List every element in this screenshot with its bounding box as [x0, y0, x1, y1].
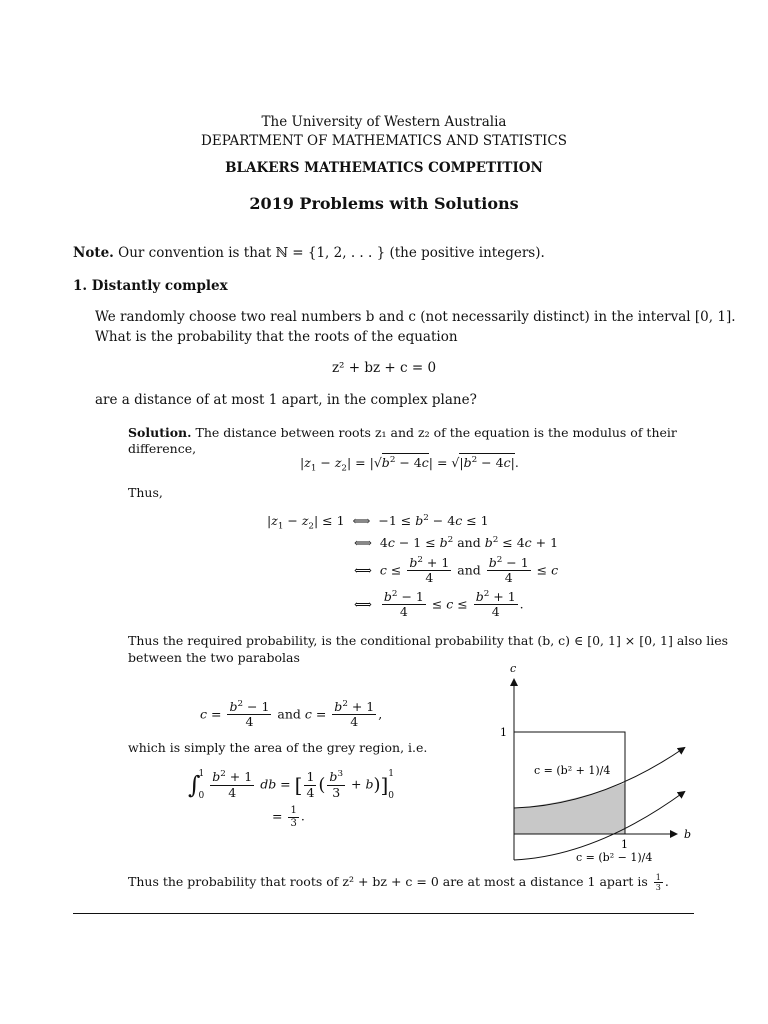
tick-b-label: 1: [621, 838, 628, 851]
conclusion-line: Thus the probability that roots of z² + bz + c = 0 are at most a distance 1 apart is $\frac{1}{3}$ .: [128, 873, 669, 893]
page-title: 2019 Problems with Solutions: [249, 194, 519, 213]
parabolas-equation: c = $\frac{b^2 - 1}{4}$ and c = $\frac{b^2 + 1}{4}$ ,: [200, 698, 383, 730]
department-name: DEPARTMENT OF MATHEMATICS AND STATISTICS: [201, 133, 567, 149]
lower-curve-label: c = (b² − 1)/4: [576, 851, 653, 864]
inequality-line1: $|z_1 - z_2| \le 1$ ⟺ $-1 \le b^2 - 4c \le 1$: [267, 512, 489, 532]
problem-equation: z² + bz + c = 0: [331, 360, 437, 376]
conditional-line2: between the two parabolas: [128, 650, 300, 665]
upper-curve-label: c = (b² + 1)/4: [534, 764, 611, 777]
note: [73, 245, 545, 261]
solution-text: The distance between roots z₁ and z₂ of the equation is the modulus of their: [195, 425, 677, 440]
problem-statement-line3: are a distance of at most 1 apart, in the complex plane?: [95, 392, 477, 408]
inequality-line4: ⟺ $\frac{b^2 - 1}{4}$ ≤ c ≤ $\frac{b^2 + 1}{4}$ .: [354, 588, 524, 620]
integral-equation: ∫1 0 $\frac{b^2 + 1}{4}$ db = [ $\frac{1}{4}$ ( $\frac{b^3}{3}$ + b)]1 0: [188, 768, 395, 801]
integral-result: = $\frac{1}{3}$ .: [272, 805, 305, 829]
university-name: The University of Western Australia: [261, 114, 507, 130]
inequality-line2: ⟺ $4c - 1 \le b^2$ and $b^2 \le 4c + 1$: [354, 534, 559, 550]
conclusion-text: Thus the probability that roots of z² + bz + c = 0 are at most a distance 1 apart is: [128, 874, 648, 890]
competition-name: BLAKERS MATHEMATICS COMPETITION: [225, 160, 543, 176]
bottom-rule: [73, 913, 694, 914]
parabola-region-figure: [496, 660, 696, 870]
problem-statement-line1: We randomly choose two real numbers b and c (not necessarily distinct) in the interval [0, 1].: [95, 309, 736, 325]
solution-line2: difference,: [128, 441, 197, 456]
problem-statement-line2: What is the probability that the roots of the equation: [95, 329, 458, 345]
conditional-line1: Thus the required probability, is the conditional probability that (b, c) ∈ [0, 1] × [0, 1] also lies: [128, 633, 729, 648]
axis-b-label: b: [684, 828, 692, 841]
solution-label: Solution.: [128, 425, 192, 440]
note-label: Note.: [73, 245, 114, 261]
note-text: Our convention is that ℕ = {1, 2, . . . } (the positive integers).: [118, 245, 545, 261]
modulus-equation: $|z_1 - z_2| = |√b^2 - 4c| = √|b^2 - 4c|$.: [300, 454, 519, 474]
tick-c-label: 1: [500, 726, 507, 739]
inequality-line3: ⟺ c ≤ $\frac{b^2 + 1}{4}$ and $\frac{b^2 - 1}{4}$ ≤ c: [354, 554, 559, 586]
thus-label: Thus,: [128, 485, 163, 500]
area-line: which is simply the area of the grey region, i.e.: [128, 740, 428, 755]
problem-title: 1. Distantly complex: [73, 278, 228, 294]
grey-region: [514, 783, 625, 834]
solution-line1: [128, 425, 677, 440]
axis-c-label: c: [510, 662, 517, 675]
